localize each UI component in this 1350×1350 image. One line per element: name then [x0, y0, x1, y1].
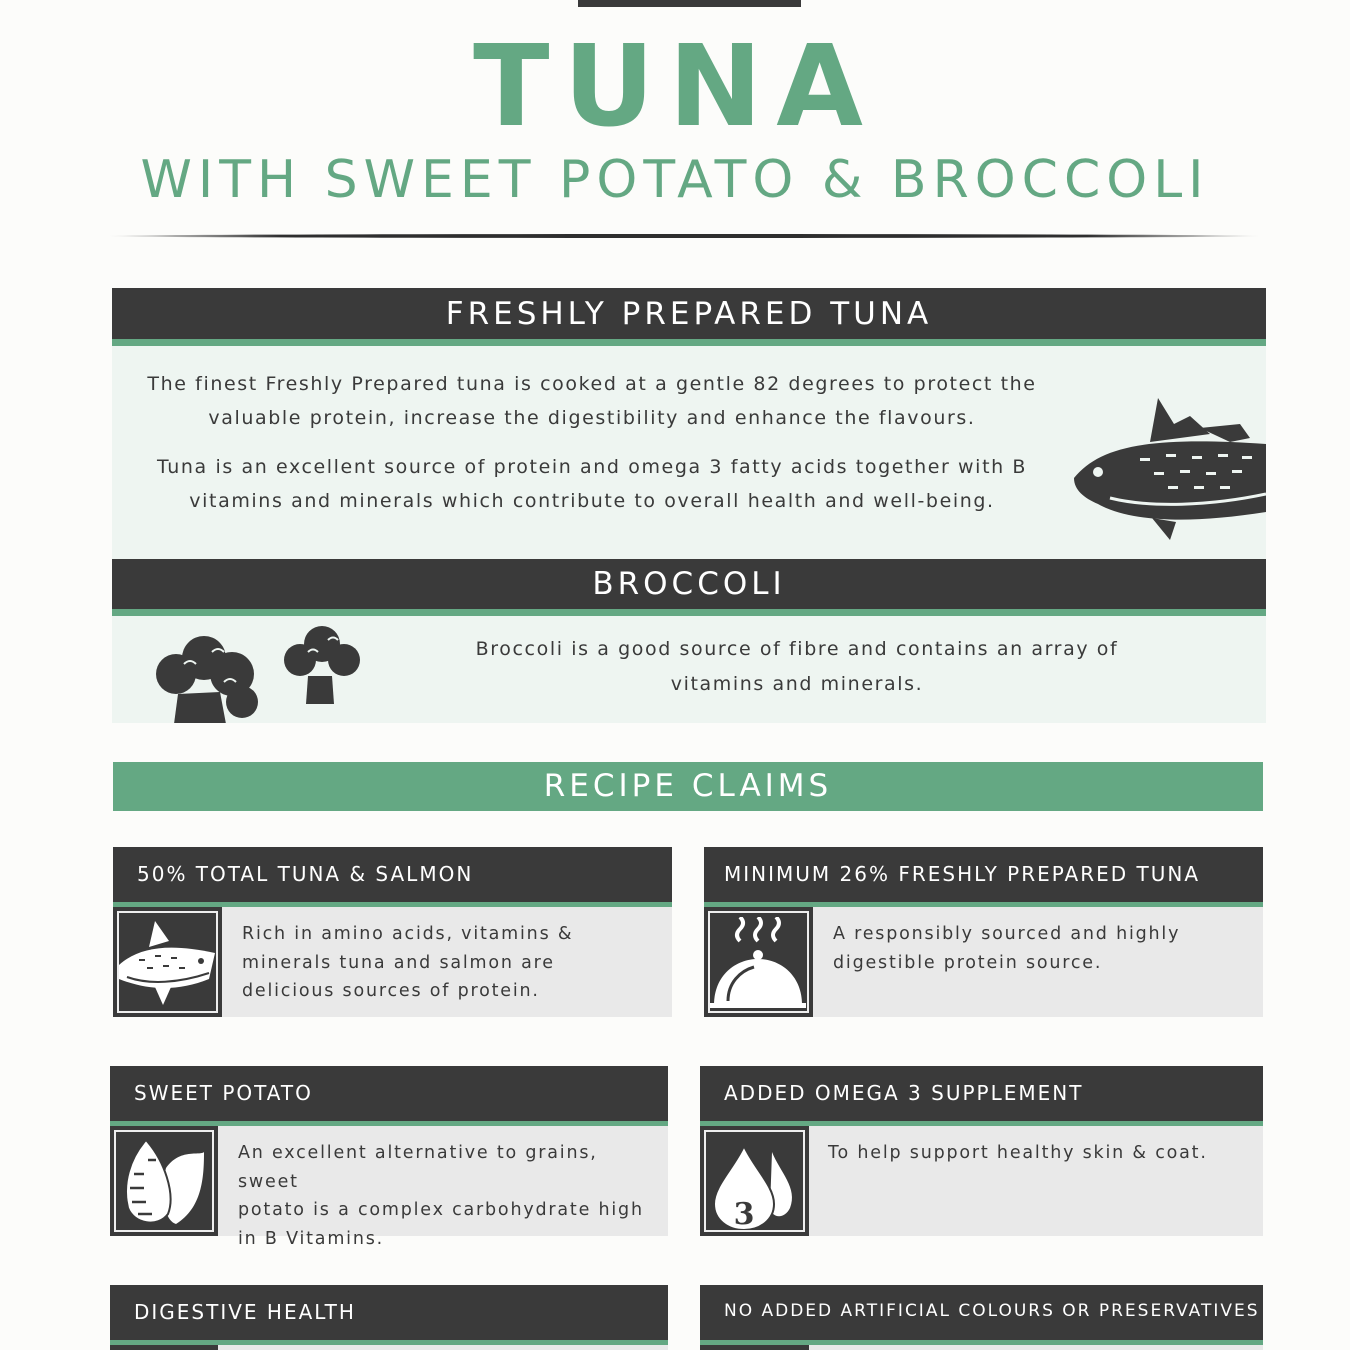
- divider: [108, 234, 1260, 238]
- claim-5-icon-box: [110, 1345, 218, 1350]
- sweet-potato-icon: [120, 1138, 208, 1226]
- claim-4-icon-box: [700, 1126, 809, 1236]
- broccoli-small-icon: [282, 624, 362, 704]
- claim-2-icon-box: [704, 907, 813, 1017]
- omega-drop-icon-label: 3: [733, 1197, 755, 1230]
- top-tab-bar: [578, 0, 801, 7]
- claim-4-title: ADDED OMEGA 3 SUPPLEMENT: [700, 1066, 1263, 1126]
- tuna-para-1-line-1: The finest Freshly Prepared tuna is cooked at a gentle 82 degrees to protect the: [147, 373, 1037, 395]
- claim-6-icon-box: [700, 1345, 809, 1350]
- claim-3-line-1: An excellent alternative to grains, sweet: [238, 1143, 598, 1192]
- claim-5-body: [110, 1345, 668, 1350]
- tuna-para-1: [112, 367, 1072, 435]
- tuna-para-2-line-2: vitamins and minerals which contribute to overall health and well-being.: [189, 490, 995, 512]
- broccoli-section-heading: BROCCOLI: [112, 559, 1266, 616]
- broccoli-para-line-1: Broccoli is a good source of fibre and contains an array of: [475, 638, 1119, 660]
- claim-6-body: [700, 1345, 1263, 1350]
- claim-5-title: DIGESTIVE HEALTH: [110, 1285, 668, 1345]
- claim-3-text: [238, 1139, 658, 1253]
- claim-2-body: [704, 907, 1263, 1017]
- claim-1-text: [242, 920, 662, 1006]
- claim-4-body: [700, 1126, 1263, 1236]
- claim-2-text: [833, 920, 1253, 977]
- cloche-icon: [710, 917, 806, 1009]
- claim-3-title: SWEET POTATO: [110, 1066, 668, 1126]
- broccoli-para-line-2: vitamins and minerals.: [670, 673, 924, 695]
- claim-3-line-3: in B Vitamins.: [238, 1228, 384, 1249]
- claim-1-line-1: Rich in amino acids, vitamins &: [242, 924, 574, 944]
- claim-6-title: NO ADDED ARTIFICIAL COLOURS OR PRESERVATIVES: [700, 1285, 1263, 1345]
- claim-3-line-2: potato is a complex carbohydrate high: [238, 1200, 644, 1220]
- claim-3-body: [110, 1126, 668, 1249]
- claim-1-line-2: minerals tuna and salmon are: [242, 952, 555, 973]
- page-subtitle: WITH SWEET POTATO & BROCCOLI: [140, 150, 1210, 210]
- claim-1-icon-box: [113, 907, 222, 1017]
- fish-icon: [119, 919, 215, 1005]
- claim-1-line-3: delicious sources of protein.: [242, 981, 540, 1001]
- tuna-section-heading: FRESHLY PREPARED TUNA: [112, 288, 1266, 346]
- claim-2-line-1: A responsibly sourced and highly: [833, 924, 1181, 944]
- tuna-para-2-line-1: Tuna is an excellent source of protein and omega 3 fatty acids together with B: [156, 456, 1028, 478]
- broccoli-section-body: [112, 616, 1266, 723]
- tuna-section-body: [112, 346, 1266, 559]
- claim-1-title: 50% TOTAL TUNA & SALMON: [113, 847, 672, 907]
- claim-3-icon-box: [110, 1126, 218, 1236]
- claim-4-text: [828, 1139, 1248, 1168]
- tuna-para-1-line-2: valuable protein, increase the digestibility and enhance the flavours.: [208, 407, 976, 429]
- broccoli-icon: [154, 634, 264, 723]
- page-title: TUNA: [473, 22, 877, 152]
- broccoli-para: [442, 632, 1152, 702]
- tuna-para-2: [112, 450, 1072, 518]
- omega-drop-icon: [714, 1138, 798, 1230]
- claim-1-body: [113, 907, 672, 1017]
- claim-2-title: MINIMUM 26% FRESHLY PREPARED TUNA: [704, 847, 1263, 907]
- fish-icon: [1070, 394, 1266, 544]
- claim-4-line-1: To help support healthy skin & coat.: [828, 1143, 1208, 1163]
- recipe-claims-heading: RECIPE CLAIMS: [113, 762, 1263, 811]
- claim-2-line-2: digestible protein source.: [833, 952, 1103, 973]
